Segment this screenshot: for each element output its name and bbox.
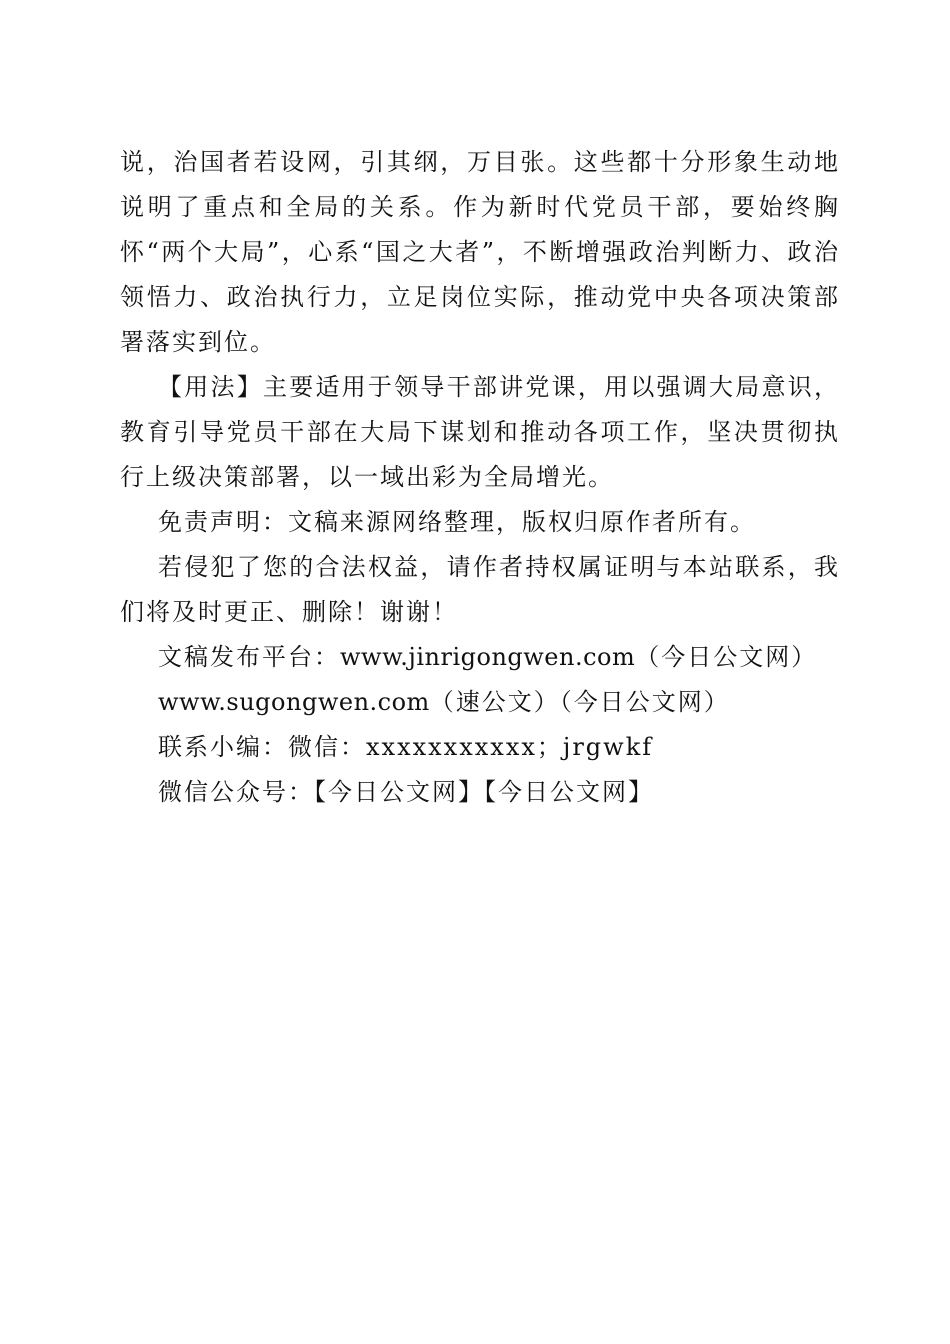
- second-url-link[interactable]: www.sugongwen.com: [158, 688, 430, 716]
- paragraph-disclaimer: 免责声明：文稿来源网络整理，版权归原作者所有。: [158, 508, 756, 536]
- second-platform-line: [120, 680, 840, 725]
- wechat-account-line: 微信公众号：【今日公文网】【今日公文网】: [158, 778, 654, 806]
- contact-line: 联系小编：微信：xxxxxxxxxxx；jrgwkf: [158, 733, 654, 761]
- platform-line: [120, 635, 840, 680]
- document-body: [120, 140, 840, 815]
- platform-url-link[interactable]: www.jinrigongwen.com: [340, 643, 636, 671]
- second-platform-names: （速公文）（今日公文网）: [429, 688, 730, 716]
- paragraph-infringement: 若侵犯了您的合法权益，请作者持权属证明与本站联系，我们将及时更正、删除！谢谢！: [120, 553, 840, 626]
- paragraph-usage: 【用法】主要适用于领导干部讲党课，用以强调大局意识，教育引导党员干部在大局下谋划和推动各项工作，坚决贯彻执行上级决策部署，以一域出彩为全局增光。: [120, 373, 840, 491]
- platform-label: 文稿发布平台：: [158, 643, 340, 671]
- platform-name: （今日公文网）: [635, 643, 818, 671]
- paragraph-continuation: 说，治国者若设网，引其纲，万目张。这些都十分形象生动地说明了重点和全局的关系。作为新时代党员干部，要始终胸怀“两个大局”，心系“国之大者”，不断增强政治判断力、政治领悟力、政治执行力，立足岗位实际，推动党中央各项决策部署落实到位。: [120, 148, 840, 356]
